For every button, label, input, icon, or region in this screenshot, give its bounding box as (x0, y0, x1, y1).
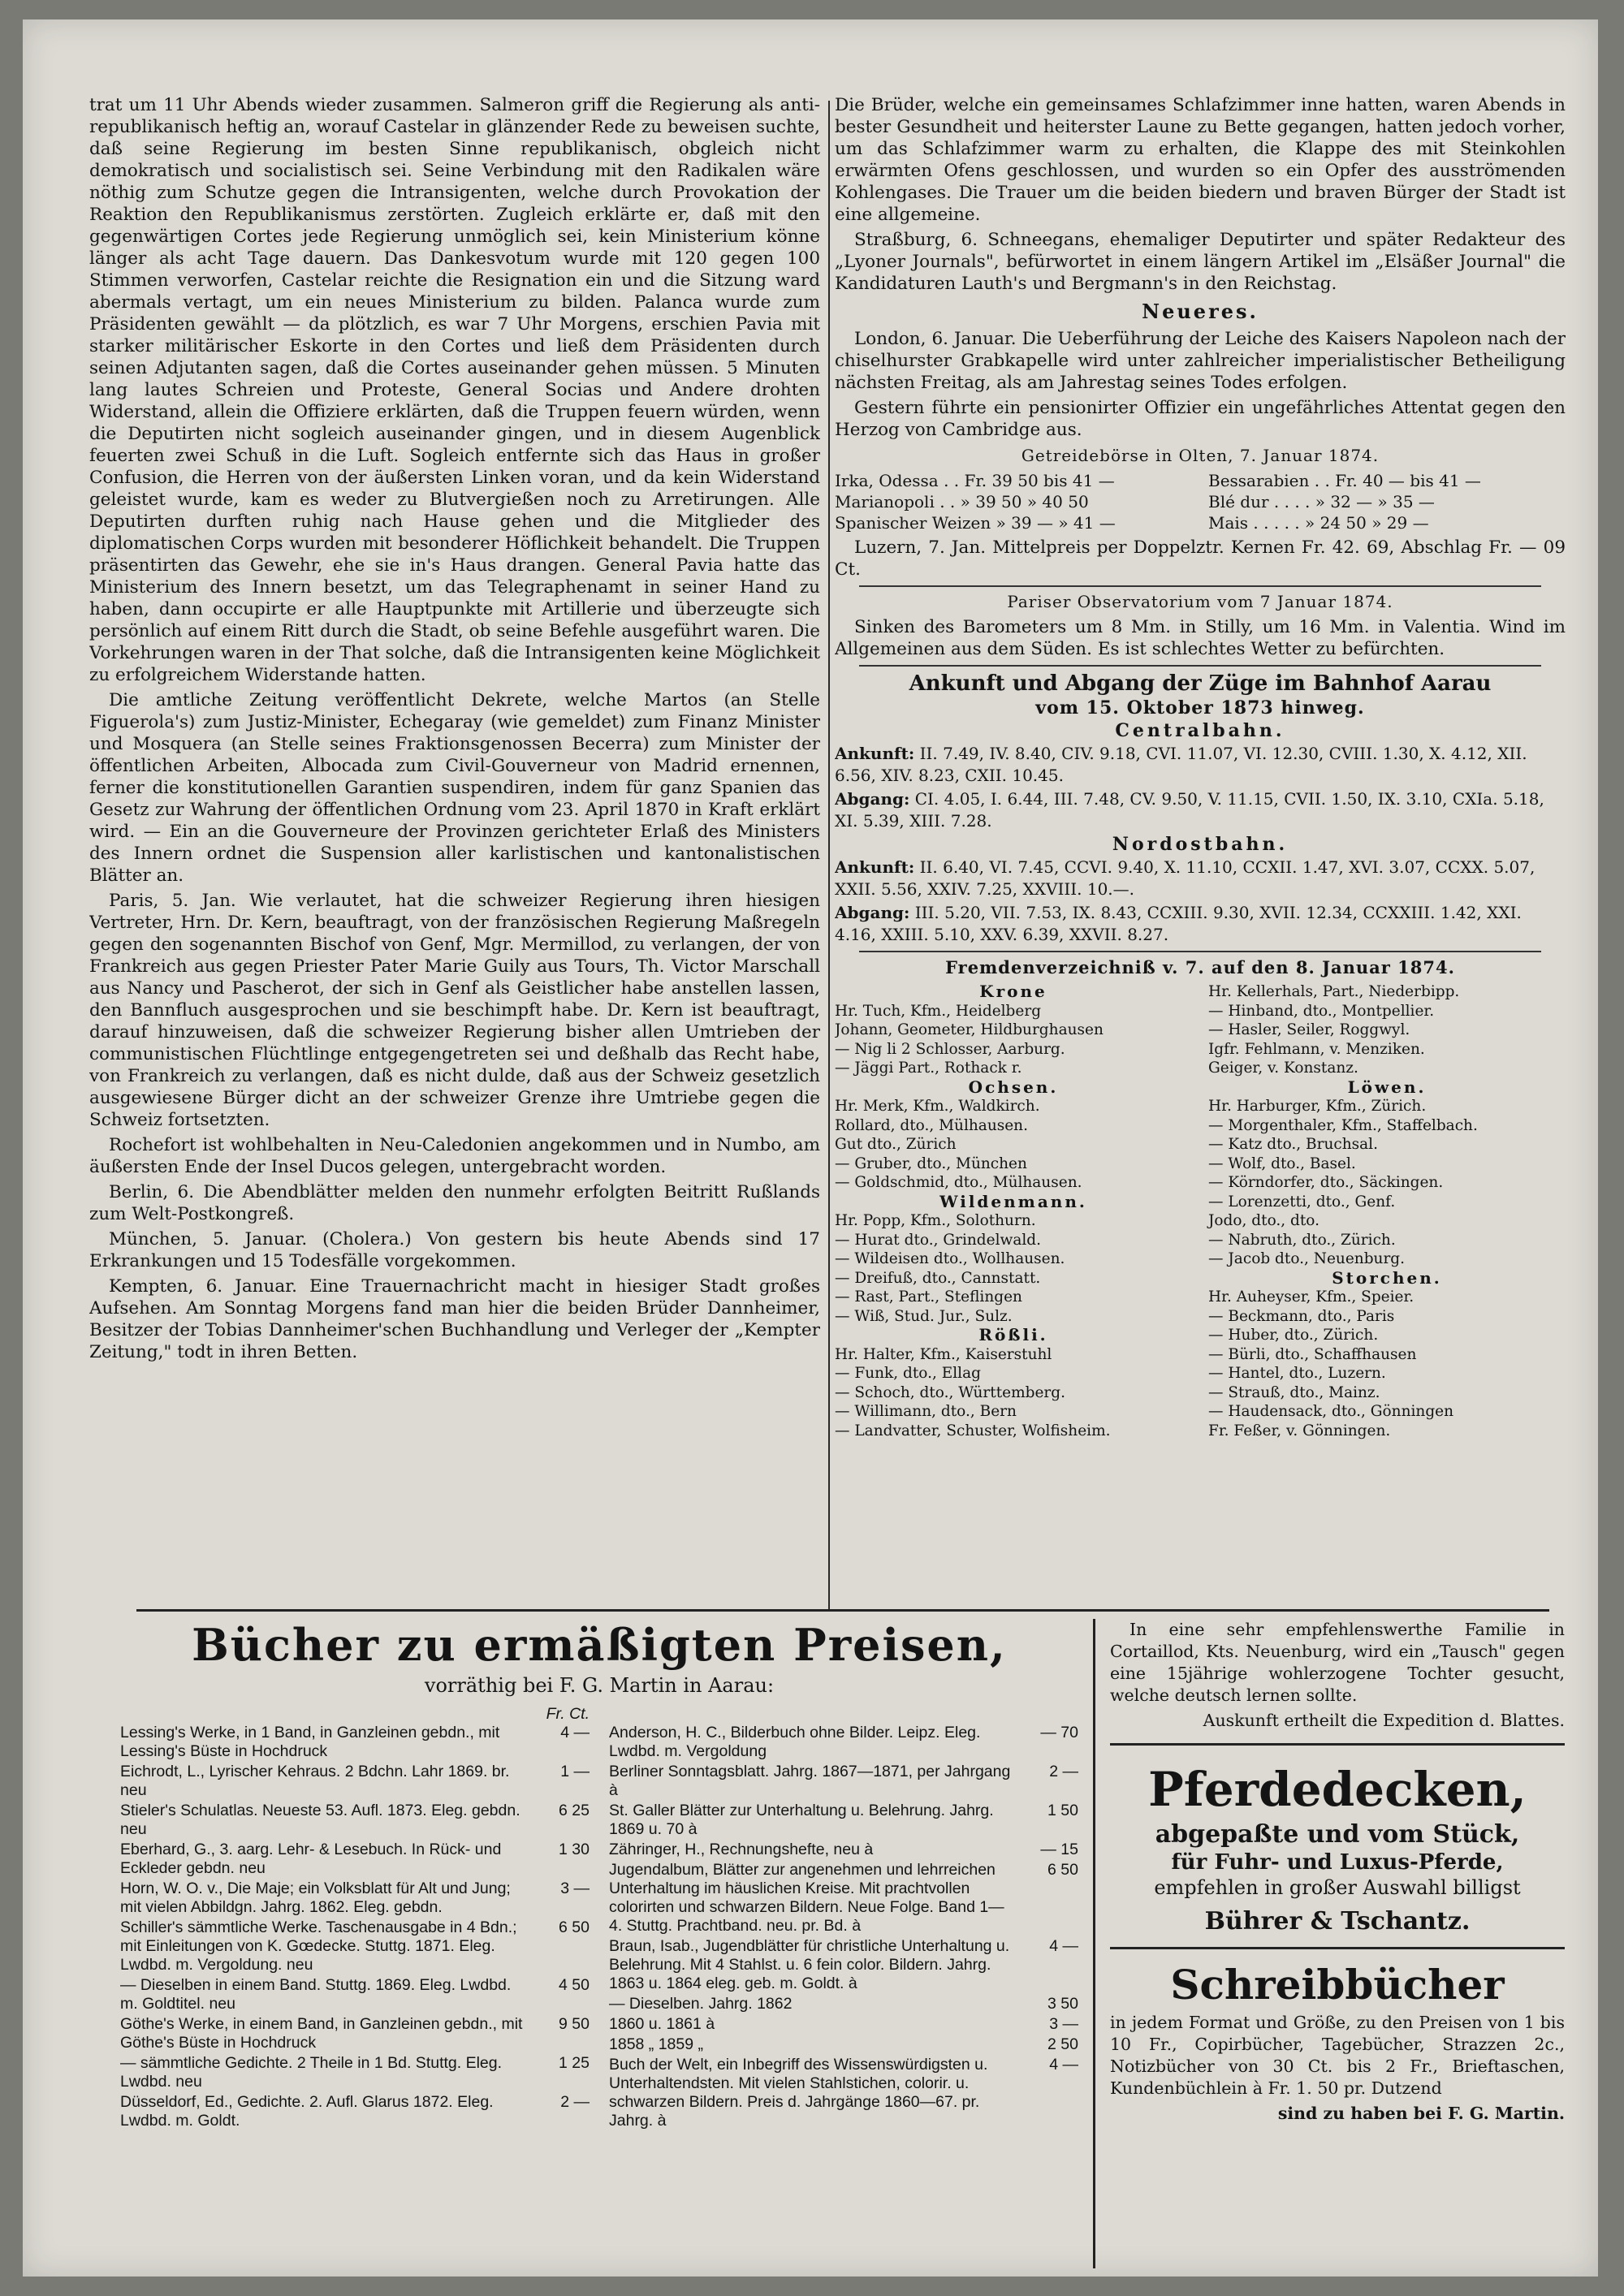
book-title: Eichrodt, L., Lyrischer Kehraus. 2 Bdchn. Lahr 1869. br. neu (120, 1763, 510, 1799)
book-item (120, 2093, 590, 2130)
hotel-name: Krone (979, 982, 1047, 1001)
guest-entry: — Beckmann, dto., Paris (1208, 1307, 1395, 1325)
book-item (609, 1724, 1078, 1761)
pferdedecken-line: abgepaßte und vom Stück, (1155, 1820, 1520, 1849)
book-item (120, 1841, 590, 1878)
grain-luzern: Luzern, 7. Jan. Mittelpreis per Doppelztr. Kernen Fr. 42. 69, Abschlag Fr. — 09 Ct. (835, 537, 1566, 580)
book-title: Lessing's Werke, in 1 Band, in Ganzleinen gebdn., mit Lessing's Büste in Hochdruck (120, 1724, 500, 1760)
column-divider (828, 101, 830, 1611)
book-item (609, 1841, 1078, 1859)
guest-entry: — Schoch, dto., Württemberg. (835, 1383, 1065, 1401)
book-title: — Dieselben in einem Band. Stuttg. 1869. Eleg. Lwdbd. m. Goldtitel. neu (120, 1976, 512, 2013)
book-title: St. Galler Blätter zur Unterhaltung u. Belehrung. Jahrg. 1869 u. 70 à (609, 1802, 994, 1838)
guest-entry: — Gruber, dto., München (835, 1154, 1027, 1172)
guest-entry: — Hinband, dto., Montpellier. (1208, 1002, 1435, 1020)
guest-entry: — Wolf, dto., Basel. (1208, 1154, 1356, 1172)
grain-row: Mais . . . . . » 24 50 » 29 — (1208, 513, 1429, 533)
divider (859, 665, 1541, 667)
book-price: 3 — (1049, 2015, 1078, 2033)
article-rochefort: Rochefort ist wohlbehalten in Neu-Caledonien angekommen und in Numbo, am äußersten Ende der Insel Ducos gelegen, untergebracht worden. (89, 1135, 820, 1177)
guests-heading: Fremdenverzeichniß v. 7. auf den 8. Januar 1874. (945, 957, 1455, 978)
book-item (609, 1802, 1078, 1839)
guest-list-right (1208, 982, 1566, 1440)
guest-entry: — Huber, dto., Zürich. (1208, 1327, 1379, 1344)
nord-departures (835, 902, 1566, 946)
guest-entry: Rollard, dto., Mülhausen. (835, 1116, 1028, 1134)
guest-entry: — Willimann, dto., Bern (835, 1403, 1017, 1420)
grain-row: Irka, Odessa . . Fr. 39 50 bis 41 — (835, 471, 1115, 490)
book-title: 1858 „ 1859 „ (609, 2035, 704, 2053)
guest-entry: — Hasler, Seiler, Roggwyl. (1208, 1021, 1410, 1038)
books-title: Bücher zu ermäßigten Preisen, (192, 1619, 1007, 1671)
book-price: — 15 (1040, 1841, 1078, 1858)
family-ad: In eine sehr empfehlenswerthe Familie in Cortaillod, Kts. Neuenburg, wird ein „Tausch" gegen eine 15jährige wohlerzogene Tochter gesucht, welche deutsch lernen sollte. (1110, 1620, 1565, 1705)
book-price: 1 25 (559, 2054, 590, 2072)
pferdedecken-line: für Fuhr- und Luxus-Pferde, (1171, 1850, 1504, 1875)
book-price: 6 25 (559, 1802, 590, 1819)
book-price: 6 50 (559, 1918, 590, 1936)
article-kempten: Kempten, 6. Januar. Eine Trauernachricht macht in hiesiger Stadt großes Aufsehen. Am Sonntag Morgens fand man hier die beiden Brüder Dannheimer, Besitzer der Tobias Dannheimer'schen Buchhandlung und Verleger der „Kempter Zeitung," todt in ihren Betten. (89, 1276, 820, 1362)
book-item (120, 1880, 590, 1917)
book-item (609, 2015, 1078, 2034)
times: CI. 4.05, I. 6.44, III. 7.48, CV. 9.50, V. 11.15, CVII. 1.50, IX. 3.10, CXIa. 5.18, XI. 5.39, XIII. 7.28. (835, 789, 1544, 831)
book-list-left (120, 1705, 590, 2132)
book-title: Düsseldorf, Ed., Gedichte. 2. Aufl. Glarus 1872. Eleg. Lwdbd. m. Goldt. (120, 2093, 494, 2130)
book-title: Berliner Sonntagsblatt. Jahrg. 1867—1871, per Jahrgang à (609, 1763, 1011, 1799)
book-items-left (120, 1724, 590, 2130)
hotel-name: Rößli. (978, 1325, 1048, 1344)
pferdedecken-signature: Bührer & Tschantz. (1204, 1907, 1471, 1936)
times: II. 6.40, VI. 7.45, CCVI. 9.40, X. 11.10, CCXII. 1.47, XVI. 3.07, CCXX. 5.07, XXII. 5.56, XXIV. 7.25, XXVIII. 10.—. (835, 857, 1535, 899)
book-title: Eberhard, G., 3. aarg. Lehr- & Lesebuch. In Rück- und Eckleder gebdn. neu (120, 1841, 502, 1877)
classified-ads (1093, 1619, 1565, 2268)
book-title: Zähringer, H., Rechnungshefte, neu à (609, 1841, 874, 1858)
times: II. 7.49, IV. 8.40, CIV. 9.18, CVI. 11.07, VI. 12.30, CVIII. 1.30, X. 4.12, XII. 6.56, XIV. 8.23, CXII. 10.45. (835, 744, 1527, 785)
nord-arrivals (835, 857, 1566, 900)
guest-entry: Fr. Feßer, v. Gönningen. (1208, 1422, 1391, 1439)
book-item (609, 2056, 1078, 2130)
guest-entry: — Wiß, Stud. Jur., Sulz. (835, 1307, 1013, 1325)
book-item (120, 1763, 590, 1800)
guest-entry: — Körndorfer, dto., Säckingen. (1208, 1174, 1444, 1191)
family-ad-note: Auskunft ertheilt die Expedition d. Blattes. (1203, 1711, 1565, 1730)
guest-entry: — Wildeisen dto., Wollhausen. (835, 1250, 1065, 1267)
grain-row: Spanischer Weizen » 39 — » 41 — (835, 513, 1116, 533)
book-item (120, 1802, 590, 1839)
guest-list (835, 982, 1566, 1440)
central-label: Centralbahn. (1115, 720, 1285, 741)
guest-entry: — Jacob dto., Neuenburg. (1208, 1250, 1406, 1267)
grain-heading: Getreidebörse in Olten, 7. Januar 1874. (1021, 446, 1380, 465)
article-muenchen: München, 5. Januar. (Cholera.) Von gestern bis heute Abends sind 17 Erkrankungen und 15 Todesfälle vorgekommen. (89, 1229, 820, 1271)
book-price: 3 — (560, 1880, 590, 1897)
guest-entry: — Morgenthaler, Kfm., Staffelbach. (1208, 1116, 1478, 1134)
hotel-name: Ochsen. (968, 1077, 1059, 1097)
book-price: 3 50 (1047, 1995, 1078, 2013)
article-kempten-cont: Die Brüder, welche ein gemeinsames Schlafzimmer inne hatten, waren Abends in bester Gesundheit und heiterster Laune zu Bette gegangen, hatten jedoch vorher, um das Schlafzimmer warm zu erhalten, die Klappe des mit Steinkohlen erwärmten Ofens geschlossen, und wurden so ein Opfer des ausströmenden Kohlengases. Die Trauer um die beiden biedern und braven Bürger der Stadt ist eine allgemeine. (835, 95, 1566, 225)
book-title: Braun, Isab., Jugendblätter für christliche Unterhaltung u. Belehrung. Mit 4 Stahlst. u. 6 fein color. Bildern. Jahrg. 1863 u. 1864 eleg. geb. m. Goldt. à (609, 1937, 1010, 1992)
guest-entry: Geiger, v. Konstanz. (1208, 1060, 1358, 1077)
guest-entry: Hr. Popp, Kfm., Solothurn. (835, 1212, 1036, 1229)
guest-entry: — Hurat dto., Grindelwald. (835, 1231, 1042, 1249)
book-price: 4 — (560, 1724, 590, 1741)
book-item (120, 2054, 590, 2091)
guest-entry: — Funk, dto., Ellag (835, 1365, 981, 1382)
hotel-name: Wildenmann. (939, 1191, 1087, 1211)
guest-entry: Gut dto., Zürich (835, 1136, 957, 1153)
book-item (120, 1918, 590, 1974)
divider (859, 585, 1541, 587)
books-subtitle: vorräthig bei F. G. Martin in Aarau: (424, 1674, 775, 1697)
label: Abgang: (835, 903, 910, 922)
book-title: Schiller's sämmtliche Werke. Taschenausgabe in 4 Bdn.; mit Einleitungen von K. Gœdecke. Stuttg. 1871. Eleg. Lwdbd. m. Vergoldung. neu (120, 1918, 517, 1974)
article-strassburg: Straßburg, 6. Schneegans, ehemaliger Deputirter und später Redakteur des „Lyoner Journals", befürwortet in einem längern Artikel im „Elsäßer Journal" die Kandidaturen Lauth's und Bergmann's in den Reichstag. (835, 230, 1566, 294)
article-spain: trat um 11 Uhr Abends wieder zusammen. Salmeron griff die Regierung als anti-republikanisch heftig an, worauf Castelar in glänzender Rede zu beweisen suchte, daß seine Regierung im besten Sinne republikanisch, obgleich nicht demokratisch und socialistisch sei. Seine Verbindung mit den Radikalen wäre nöthig zum Schutze gegen die Intransigenten, welche durch Provokation der Reaktion den Republikanismus zerstörten. Zugleich erklärte er, daß mit den gegenwärtigen Cortes jede Regierung unmöglich sei, kein Ministerium könne länger als acht Tage dauern. Das Dankesvotum wurde mit 120 gegen 100 Stimmen verworfen, Castelar reichte die Resignation ein und die Sitzung ward abermals vertagt, um ein neues Ministerium zu bilden. Palanca wurde zum Präsidenten gewählt — da plötzlich, es war 7 Uhr Morgens, erschien Pavia mit starker militärischer Eskorte in den Cortes und ließ dem Präsidenten durch seinen Adjutanten sagen, daß die Cortes auseinander gehen müssen. 5 Minuten lang lautes Schreien und Proteste, General Socias und Andere drohten Widerstand, allein die Offiziere erklärten, daß die Truppen feuern würden, wenn die Deputirten nicht sogleich auseinander gingen, und in diesem Augenblick feuerten zwei Schuß in die Luft. Sogleich entfernte sich das Haus in großer Confusion, die Herren von der äußersten Linken voran, und da kein Widerstand geleistet wurde, kam es weder zu Blutvergießen noch zu Arretirungen. Alle Deputirten durften ruhig nach Hause gehen und die Mitglieder des diplomatischen Corps wurden mit besonderer Höflichkeit behandelt. Die Truppen präsentirten das Gewehr, ehe sie in's Haus drangen. General Pavia hatte das Ministerium des Innern besetzt, um das Telegraphenamt in seiner Hand zu haben, dann occupirte er alle Hauptpunkte mit Artillerie und überzeugte sich persönlich auf einem Ritt durch die Stadt, ob seine Befehle ausgeführt waren. Die Vorkehrungen waren in der That solche, daß die Intransigenten keine Möglichkeit zu erfolgreichem Widerstande hatten. (89, 95, 820, 685)
book-title: Jugendalbum, Blätter zur angenehmen und lehrreichen Unterhaltung im häuslichen Kreise. Mit prachtvollen colorirten und schwarzen Bildern. Neue Folge. Band 1—4. Stuttg. Prachtband. neu. pr. Bd. à (609, 1861, 1004, 1935)
guest-entry: Hr. Auheyser, Kfm., Speier. (1208, 1288, 1415, 1306)
book-items-right (609, 1705, 1078, 2132)
times: III. 5.20, VII. 7.53, IX. 8.43, CCXIII. 9.30, XVII. 12.34, CCXXIII. 1.42, XXI. 4.16, XXIII. 5.10, XXV. 6.39, XXVII. 8.27. (835, 903, 1522, 944)
guest-entry: — Nig li 2 Schlosser, Aarburg. (835, 1040, 1065, 1058)
book-price: 2 — (560, 2093, 590, 2111)
guest-list-left (835, 982, 1192, 1440)
label: Ankunft: (835, 744, 915, 763)
book-price: 1 50 (1047, 1802, 1078, 1819)
guest-entry: Hr. Kellerhals, Part., Niederbipp. (1208, 983, 1460, 1000)
guest-entry: Jodo, dto., dto. (1208, 1212, 1320, 1229)
guest-entry: Johann, Geometer, Hildburghausen (835, 1021, 1104, 1038)
book-item (120, 1724, 590, 1761)
newspaper-page (23, 19, 1598, 2277)
neueres-attentat: Gestern führte ein pensionirter Offizier ein ungefährliches Attentat gegen den Herzog von Cambridge aus. (835, 398, 1566, 440)
divider (859, 951, 1541, 952)
neueres-london: London, 6. Januar. Die Ueberführung der Leiche des Kaisers Napoleon nach der chiselhurster Grabkapelle wird unter zahlreicher imperialistischer Betheiligung nächsten Freitag, als am Jahrestag seines Todes erfolgen. (835, 329, 1566, 393)
book-price: — 70 (1040, 1724, 1078, 1741)
label: Abgang: (835, 789, 910, 809)
guest-entry: — Landvatter, Schuster, Wolfisheim. (835, 1422, 1111, 1439)
book-item (609, 1763, 1078, 1800)
book-title: Stieler's Schulatlas. Neueste 53. Aufl. 1873. Eleg. gebdn. neu (120, 1802, 520, 1838)
guest-entry: Igfr. Fehlmann, v. Menziken. (1208, 1040, 1425, 1058)
guest-entry: — Nabruth, dto., Zürich. (1208, 1231, 1396, 1249)
trains-heading: Ankunft und Abgang der Züge im Bahnhof Aarau (909, 671, 1492, 696)
guest-entry: — Hantel, dto., Luzern. (1208, 1365, 1386, 1382)
guest-entry: Hr. Tuch, Kfm., Heidelberg (835, 1002, 1042, 1020)
schreibbuecher-text: in jedem Format und Größe, zu den Preisen von 1 bis 10 Fr., Copirbücher, Tagebücher, Strazzen 2c., Notizbücher von 30 Ct. bis 2 Fr., Brieftaschen, Kundenbüchlein à Fr. 1. 50 pr. Dutzend (1110, 2013, 1565, 2098)
book-item (609, 1937, 1078, 1993)
book-price: 9 50 (559, 2015, 590, 2033)
nord-label: Nordostbahn. (1112, 834, 1289, 855)
grain-row: Bessarabien . . Fr. 40 — bis 41 — (1208, 471, 1481, 490)
book-item (609, 2035, 1078, 2054)
grain-table (835, 470, 1566, 533)
book-title: — sämmtliche Gedichte. 2 Theile in 1 Bd. Stuttg. Eleg. Lwdbd. neu (120, 2054, 503, 2091)
central-departures (835, 788, 1566, 832)
book-price: 4 50 (559, 1976, 590, 1994)
divider (1110, 1947, 1565, 1949)
label: Ankunft: (835, 857, 915, 877)
article-paris: Paris, 5. Jan. Wie verlautet, hat die schweizer Regierung ihren hiesigen Vertreter, Hrn. Dr. Kern, beauftragt, von der französischen Regierung Maßregeln gegen den sogenannten Bischof von Genf, Mgr. Mermillod, zu verlangen, der von Frankreich aus gegen Priester Pater Marie Guily aus Tours, Th. Victor Marschall aus Nancy und Pascherot, der sich in Genf als Geistlicher habe anstellen lassen, den Bannfluch ausgesprochen und sie beschimpft habe. Dr. Kern ist beauftragt, darauf hinzuweisen, daß die schweizer Regierung bisher allen Umtrieben der communistischen Flüchtlinge entgegengetreten sei und deßhalb das Recht habe, von Frankreich zu verlangen, daß es nicht dulde, daß aus der Schweiz gesetzlich ausgewiesene Bürger dicht an der schweizer Grenze ihre Umtriebe gegen die Schweiz fortsetzten. (89, 891, 820, 1130)
right-column (835, 94, 1566, 1604)
book-price: 4 — (1049, 1937, 1078, 1955)
book-title: Göthe's Werke, in einem Band, in Ganzleinen gebdn., mit Göthe's Büste in Hochdruck (120, 2015, 523, 2052)
grain-row: Blé dur . . . . » 32 — » 35 — (1208, 492, 1435, 511)
guest-entry: — Jäggi Part., Rothack r. (835, 1060, 1022, 1077)
pferdedecken-title: Pferdedecken, (1148, 1762, 1527, 1817)
book-price: 2 — (1049, 1763, 1078, 1780)
guest-entry: — Rast, Part., Steflingen (835, 1288, 1022, 1306)
book-title: Anderson, H. C., Bilderbuch ohne Bilder. Leipz. Eleg. Lwdbd. m. Vergoldung (609, 1724, 981, 1760)
divider (1110, 1743, 1565, 1746)
book-item (609, 1995, 1078, 2013)
grain-row: Marianopoli . . » 39 50 » 40 50 (835, 492, 1089, 511)
book-list (120, 1705, 1078, 2132)
book-price: 1 30 (559, 1841, 590, 1858)
trains-subheading: vom 15. Oktober 1873 hinweg. (1035, 697, 1365, 719)
schreibbuecher-title: Schreibbücher (1170, 1961, 1505, 2009)
article-berlin: Berlin, 6. Die Abendblätter melden den nunmehr erfolgten Beitritt Rußlands zum Welt-Postkongreß. (89, 1182, 820, 1224)
observatory-text: Sinken des Barometers um 8 Mm. in Stilly, um 16 Mm. in Valentia. Wind im Allgemeinen aus dem Süden. Es ist schlechtes Wetter zu befürchten. (835, 617, 1566, 659)
book-price: 2 50 (1047, 2035, 1078, 2053)
book-item (120, 1976, 590, 2013)
observatory-heading: Pariser Observatorium vom 7 Januar 1874. (1007, 592, 1393, 611)
books-advertisement (120, 1619, 1078, 2268)
book-title: Horn, W. O. v., Die Maje; ein Volksblatt für Alt und Jung; mit vielen Abbildgn. Jahrg. 1862. Eleg. gebdn. (120, 1880, 511, 1916)
book-price: 1 — (560, 1763, 590, 1780)
pferdedecken-line: empfehlen in großer Auswahl billigst (1154, 1876, 1521, 1899)
book-price: 6 50 (1047, 1861, 1078, 1879)
book-price: 4 — (1049, 2056, 1078, 2074)
book-title: Buch der Welt, ein Inbegriff des Wissenswürdigsten u. Unterhaltendsten. Mit vielen Stahlstichen, colorir. u. schwarzen Bildern. Preis d. Jahrgänge 1860—67. pr. Jahrg. à (609, 2056, 988, 2130)
guest-entry: — Haudensack, dto., Gönningen (1208, 1403, 1454, 1420)
central-arrivals (835, 743, 1566, 787)
guest-entry: — Goldschmid, dto., Mülhausen. (835, 1174, 1082, 1191)
guest-entry: — Lorenzetti, dto., Genf. (1208, 1193, 1396, 1211)
book-item (609, 1861, 1078, 1936)
guest-entry: — Strauß, dto., Mainz. (1208, 1383, 1380, 1401)
hotel-name: Löwen. (1347, 1077, 1427, 1097)
neueres-heading: Neueres. (1142, 300, 1259, 323)
currency-header: Fr. Ct. (546, 1705, 590, 1723)
article-decrees: Die amtliche Zeitung veröffentlicht Dekrete, welche Martos (an Stelle Figuerola's) zum Justiz-Minister, Echegaray (wie gemeldet) zum Finanz Minister und Mosquera (an Stelle seines Fraktionsgenossen Becerra) zum Minister der öffentlichen Arbeiten, Albocada zum Civil-Gouverneur von Madrid ernennen, ferner die konstitutionellen Garantien suspendiren, indem für ganz Spanien das Gesetz zur Wahrung der öffentlichen Ordnung vom 23. April 1870 in Kraft erklärt wird. — Ein an die Gouverneure der Provinzen gerichteter Erlaß des Ministers des Innern ordnet die Suspension aller karlistischen und kantonalistischen Blätter an. (89, 690, 820, 886)
guest-entry: — Katz dto., Bruchsal. (1208, 1136, 1378, 1153)
book-item (120, 2015, 590, 2052)
guest-entry: Hr. Merk, Kfm., Waldkirch. (835, 1098, 1040, 1115)
guest-entry: Hr. Harburger, Kfm., Zürich. (1208, 1098, 1427, 1115)
guest-entry: Hr. Halter, Kfm., Kaiserstuhl (835, 1345, 1052, 1363)
guest-entry: — Dreifuß, dto., Cannstatt. (835, 1269, 1041, 1287)
guest-entry: — Bürli, dto., Schaffhausen (1208, 1345, 1417, 1363)
book-title: — Dieselben. Jahrg. 1862 (609, 1995, 793, 2013)
section-divider (136, 1609, 1549, 1612)
hotel-name: Storchen. (1332, 1267, 1442, 1288)
schreibbuecher-signature: sind zu haben bei F. G. Martin. (1277, 2104, 1565, 2123)
book-title: 1860 u. 1861 à (609, 2015, 715, 2033)
left-column (89, 94, 820, 1604)
